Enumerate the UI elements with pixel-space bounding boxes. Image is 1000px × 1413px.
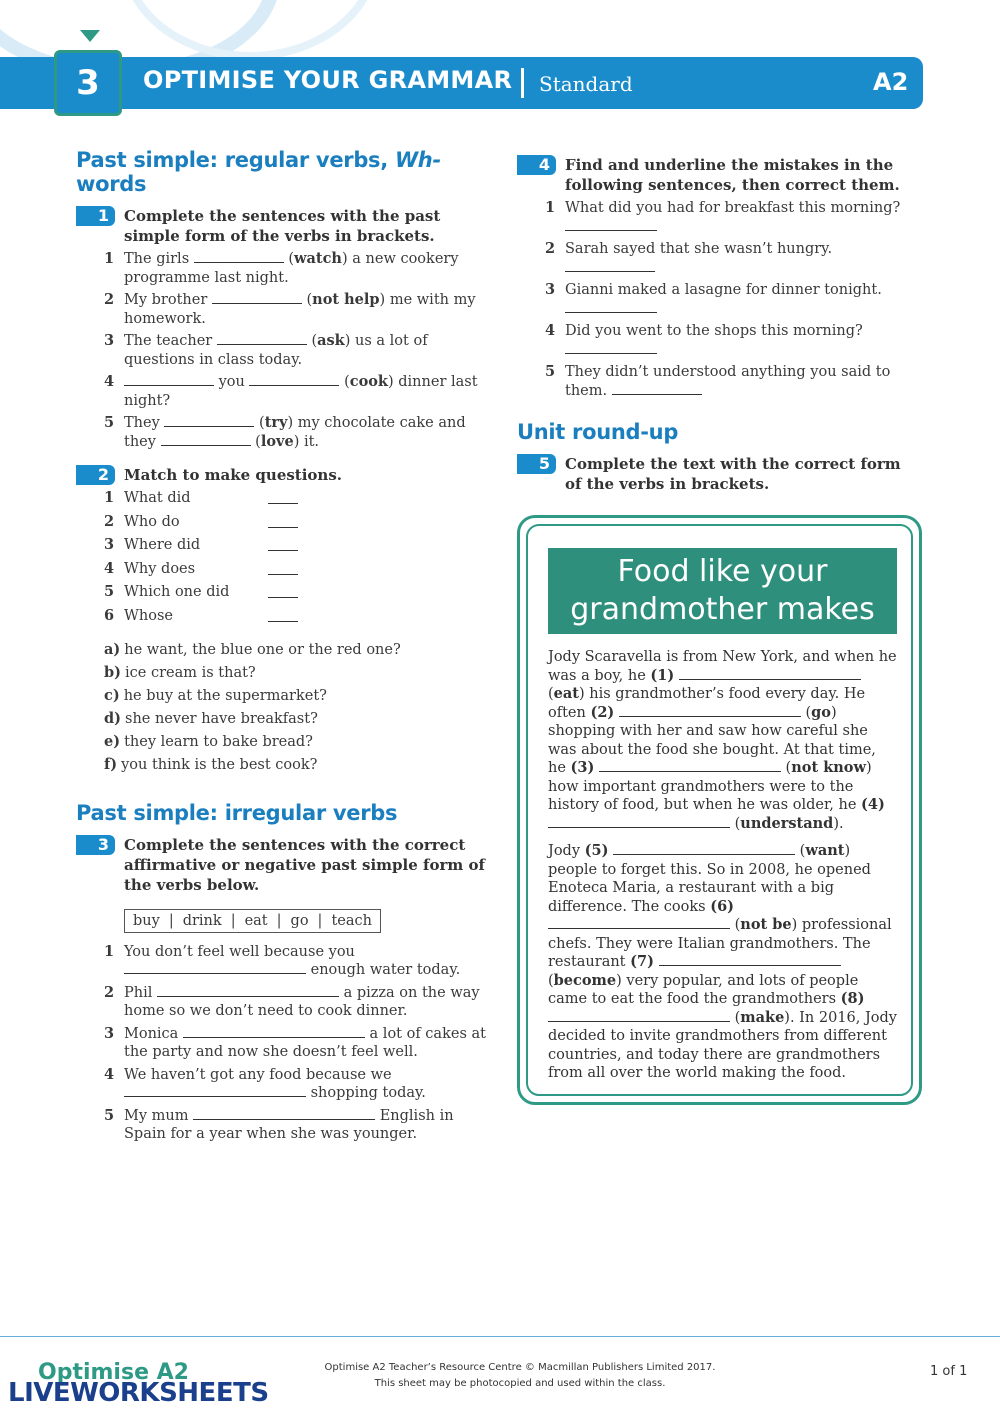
list-item: 2 Sarah sayed that she wasn’t hungry. xyxy=(517,240,922,277)
list-item: 5 They didn’t understood anything you said to them. xyxy=(545,363,891,399)
answer-blank[interactable] xyxy=(565,259,655,272)
answer-blank[interactable] xyxy=(217,332,307,345)
list-item: 1 You don’t feel well because you enough water today. xyxy=(104,942,461,978)
word-box: buy | drink | eat | go | teach xyxy=(124,909,381,933)
answer-blank[interactable] xyxy=(268,621,298,622)
list-item: f) you think is the best cook? xyxy=(104,756,318,773)
answer-blank[interactable] xyxy=(619,704,801,717)
exercise-number: 2 xyxy=(76,465,115,485)
list-item: 1 The girls (watch) a new cookery programme last night. xyxy=(104,250,459,286)
answer-blank[interactable] xyxy=(565,218,657,231)
left-column xyxy=(76,148,486,1148)
answer-blank[interactable] xyxy=(659,953,841,966)
exercise-5-instruction: 5 Complete the text with the correct form of the verbs in brackets. xyxy=(517,454,922,494)
word: buy xyxy=(133,912,160,929)
exercise-4-instruction: 4 Find and underline the mistakes in the following sentences, then correct them. xyxy=(517,155,922,195)
answer-blank[interactable] xyxy=(612,382,702,395)
list-item: 5 They (try) my chocolate cake and they (love) it. xyxy=(104,414,466,450)
page-number: 1 of 1 xyxy=(930,1364,968,1379)
answer-blank[interactable] xyxy=(548,1009,730,1022)
list-item: 3 The teacher (ask) us a lot of questions in class today. xyxy=(104,332,428,368)
list-item: 2 Who do xyxy=(76,513,486,532)
answer-blank[interactable] xyxy=(157,984,339,997)
list-item: 1 What did you had for breakfast this morning? xyxy=(517,199,922,236)
triangle-marker-icon xyxy=(80,30,100,42)
list-item: 3 Gianni maked a lasagne for dinner tonight. xyxy=(517,281,922,318)
divider xyxy=(521,68,524,98)
list-item: 6 Whose xyxy=(76,607,486,626)
list-item: e) they learn to bake bread? xyxy=(104,733,313,750)
list-item: 2 Phil a pizza on the way home so we don’t need to cook dinner. xyxy=(104,983,480,1019)
reading-text-box xyxy=(517,515,922,1105)
exercise-4-list xyxy=(517,199,922,400)
answer-blank[interactable] xyxy=(161,433,251,446)
exercise-number: 3 xyxy=(76,835,115,855)
list-item: 3 Where did xyxy=(76,536,486,555)
answer-blank[interactable] xyxy=(679,667,861,680)
answer-blank[interactable] xyxy=(124,961,306,974)
level-badge: A2 xyxy=(873,68,909,96)
section-heading: Past simple: irregular verbs xyxy=(76,800,398,825)
page-title: OPTIMISE YOUR GRAMMAR xyxy=(143,66,513,94)
footer-divider xyxy=(0,1336,1000,1337)
footer-brand: Optimise A2 xyxy=(38,1360,189,1385)
answer-blank[interactable] xyxy=(193,1107,375,1120)
reading-title: Food like your grandmother makes xyxy=(548,548,897,634)
answer-blank[interactable] xyxy=(268,527,298,528)
answer-blank[interactable] xyxy=(268,574,298,575)
paragraph: Jody (5) (want) people to forget this. So in 2008, he opened Enoteca Maria, a restaurant with a big difference. The cooks (6) (not be) professional chefs. They were Italian grandmothers. The restaurant (7) (become) very popular, and lots of people came to eat the food the grandmothers (8) (make). In 2016, Jody decided to invite grandmothers from different countries, and today there are grandmothers from all over the world making the food. xyxy=(548,842,897,1081)
page-subtitle: Standard xyxy=(539,72,633,96)
exercise-2-list xyxy=(76,489,486,625)
answer-blank[interactable] xyxy=(599,759,781,772)
answer-blank[interactable] xyxy=(548,815,730,828)
word: teach xyxy=(331,912,372,929)
exercise-3-list xyxy=(76,943,486,1144)
answer-blank[interactable] xyxy=(183,1025,365,1038)
list-item: b) ice cream is that? xyxy=(104,664,256,681)
list-item: 2 My brother (not help) me with my homework. xyxy=(104,291,476,327)
list-item: c) he buy at the supermarket? xyxy=(104,687,327,704)
list-item: 5 My mum English in Spain for a year when she was younger. xyxy=(104,1106,454,1142)
answer-blank[interactable] xyxy=(565,341,657,354)
list-item: 4 you (cook) dinner last night? xyxy=(104,373,478,409)
liveworksheets-logo[interactable]: LIVEWORKSHEETS xyxy=(8,1378,269,1408)
list-item: 4 Why does xyxy=(76,560,486,579)
exercise-number: 4 xyxy=(517,155,556,175)
answer-blank[interactable] xyxy=(565,300,657,313)
right-column xyxy=(517,155,922,498)
exercise-3-instruction: 3 Complete the sentences with the correct affirmative or negative past simple form of the verbs below. xyxy=(76,835,486,895)
list-item: a) he want, the blue one or the red one? xyxy=(104,641,401,658)
answer-blank[interactable] xyxy=(268,550,298,551)
answer-blank[interactable] xyxy=(124,373,214,386)
answer-blank[interactable] xyxy=(613,842,795,855)
list-item: 3 Monica a lot of cakes at the party and now she doesn’t feel well. xyxy=(104,1024,486,1060)
answer-blank[interactable] xyxy=(212,291,302,304)
answer-blank[interactable] xyxy=(164,414,254,427)
exercise-number: 5 xyxy=(517,454,556,474)
unit-number: 3 xyxy=(54,50,122,116)
list-item: 4 Did you went to the shops this morning? xyxy=(517,322,922,359)
word: go xyxy=(290,912,309,929)
section-heading: Unit round-up xyxy=(517,420,679,444)
answer-blank[interactable] xyxy=(249,373,339,386)
copyright-notice: Optimise A2 Teacher’s Resource Centre © Macmillan Publishers Limited 2017. This sheet may be photocopied and used within the class. xyxy=(324,1362,716,1389)
section-heading: Past simple: regular verbs, Wh- words xyxy=(76,148,441,196)
list-item: 1 What did xyxy=(76,489,486,508)
word: drink xyxy=(182,912,222,929)
list-item: 4 We haven’t got any food because we shopping today. xyxy=(104,1065,426,1101)
answer-blank[interactable] xyxy=(194,250,284,263)
list-item: d) she never have breakfast? xyxy=(104,710,318,727)
answer-blank[interactable] xyxy=(268,503,298,504)
reading-text xyxy=(548,648,897,1092)
exercise-number: 1 xyxy=(76,206,115,226)
list-item: 5 Which one did xyxy=(76,583,486,602)
exercise-2-instruction: 2 Match to make questions. xyxy=(76,465,486,485)
answer-blank[interactable] xyxy=(548,916,730,929)
word: eat xyxy=(244,912,268,929)
answer-blank[interactable] xyxy=(124,1084,306,1097)
paragraph: Jody Scaravella is from New York, and when he was a boy, he (1) (eat) his grandmother’s food every day. He often (2) (go) shopping with her and saw how careful she was about the food she bought. At that time, he (3) (not know) how important grandmothers were to the history of food, but when he was older, he (4) (understand). xyxy=(548,649,897,832)
exercise-1-instruction: 1 Complete the sentences with the past simple form of the verbs in brackets. xyxy=(76,206,486,246)
answer-blank[interactable] xyxy=(268,597,298,598)
exercise-2-answers xyxy=(76,641,486,775)
exercise-1-list xyxy=(76,250,486,451)
